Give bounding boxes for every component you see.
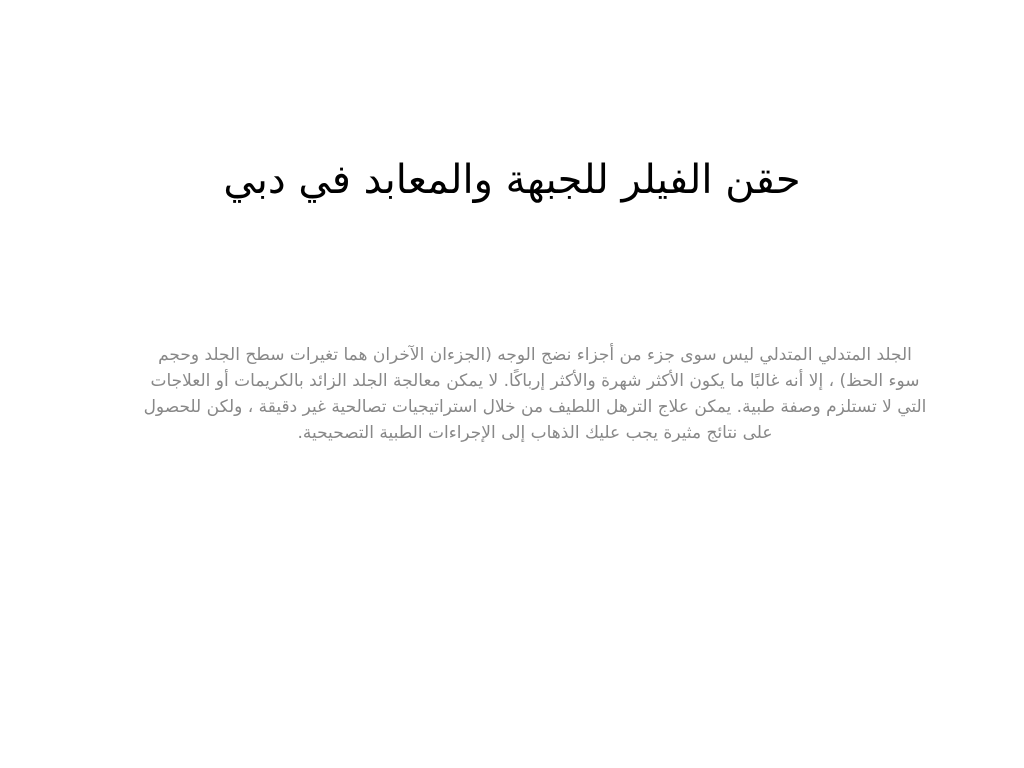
slide-title: حقن الفيلر للجبهة والمعابد في دبي — [223, 157, 801, 203]
slide-body-text: الجلد المتدلي المتدلي ليس سوى جزء من أجزاء نضج الوجه (الجزءان الآخران هما تغيرات سطح الجلد وحجم سوء الحظ) ، إلا أنه غالبًا ما يكون الأكثر شهرة والأكثر إرباكًا. لا يمكن معالجة الجلد الزائد بالكريمات أو العلاجات التي لا تستلزم وصفة طبية. يمكن علاج الترهل اللطيف من خلال استراتيجيات تصالحية غير دقيقة ، ولكن للحصول على نتائج مثيرة يجب عليك الذهاب إلى الإجراءات الطبية التصحيحية. — [143, 345, 927, 443]
